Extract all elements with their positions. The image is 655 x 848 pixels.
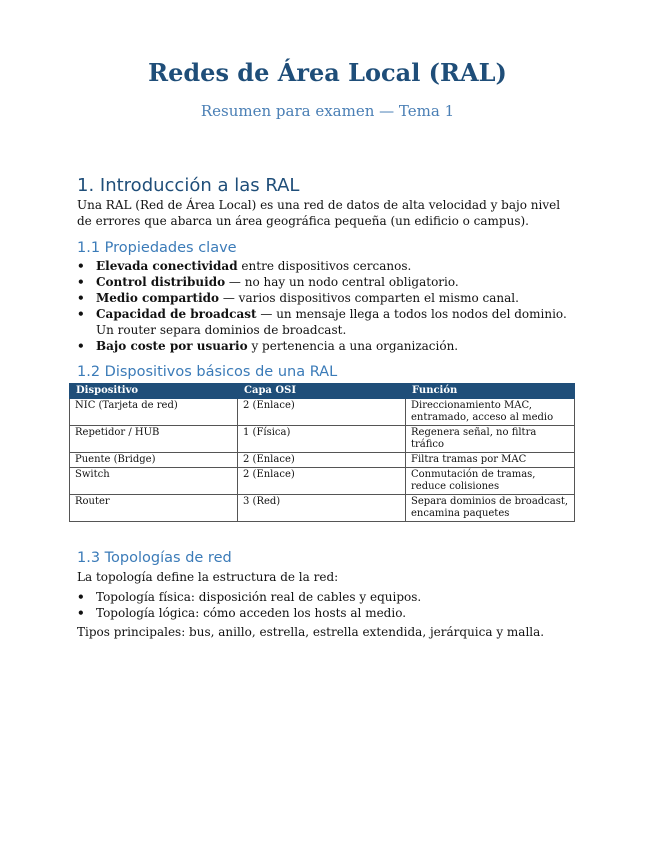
section-1-3-closing: Tipos principales: bus, anillo, estrella, estrella extendida, jerárquica y malla. bbox=[77, 625, 545, 639]
topology-text: Topología física: disposición real de cables y equipos. bbox=[96, 590, 422, 604]
bullet-icon: • bbox=[77, 291, 85, 305]
table-cell: 3 (Red) bbox=[238, 495, 406, 522]
section-1-heading: 1. Introducción a las RAL bbox=[77, 175, 300, 196]
property-text: — un mensaje llega a todos los nodos del dominio. Un router separa dominios de broadcast. bbox=[96, 307, 567, 337]
table-cell: Repetidor / HUB bbox=[70, 426, 238, 453]
table-cell: Switch bbox=[70, 468, 238, 495]
property-term: Bajo coste por usuario bbox=[96, 339, 248, 353]
property-term: Control distribuido bbox=[96, 275, 226, 289]
table-cell: NIC (Tarjeta de red) bbox=[70, 399, 238, 426]
list-item bbox=[77, 605, 587, 621]
table-row bbox=[70, 495, 575, 522]
document-subtitle: Resumen para examen — Tema 1 bbox=[200, 102, 455, 120]
list-item bbox=[77, 258, 587, 274]
property-text: entre dispositivos cercanos. bbox=[237, 259, 412, 273]
list-item bbox=[77, 306, 587, 338]
table-header-row bbox=[70, 384, 575, 399]
section-1-1-heading: 1.1 Propiedades clave bbox=[77, 240, 237, 256]
bullet-icon: • bbox=[77, 590, 85, 604]
property-text: — varios dispositivos comparten el mismo canal. bbox=[219, 291, 519, 305]
table-cell: Direccionamiento MAC, entramado, acceso al medio bbox=[406, 399, 575, 426]
list-item bbox=[77, 338, 587, 354]
section-1-3-intro: La topología define la estructura de la red: bbox=[77, 570, 339, 584]
bullet-icon: • bbox=[77, 339, 85, 353]
topologies-list bbox=[77, 589, 587, 621]
bullet-icon: • bbox=[77, 275, 85, 289]
table-cell: Puente (Bridge) bbox=[70, 453, 238, 468]
topology-text: Topología lógica: cómo acceden los hosts al medio. bbox=[96, 606, 407, 620]
column-header-function: Función bbox=[406, 384, 575, 399]
property-text: — no hay un nodo central obligatorio. bbox=[225, 275, 459, 289]
table-cell: Separa dominios de broadcast, encamina paquetes bbox=[406, 495, 575, 522]
property-term: Capacidad de broadcast bbox=[96, 307, 257, 321]
list-item bbox=[77, 290, 587, 306]
table-cell: Regenera señal, no filtra tráfico bbox=[406, 426, 575, 453]
section-1-intro: Una RAL (Red de Área Local) es una red de datos de alta velocidad y bajo nivel de errores que abarca un área geográfica pequeña (un edificio o campus). bbox=[77, 198, 561, 228]
table-cell: 1 (Física) bbox=[238, 426, 406, 453]
table-cell: 2 (Enlace) bbox=[238, 453, 406, 468]
table-row bbox=[70, 426, 575, 453]
properties-list bbox=[77, 258, 587, 354]
table-row bbox=[70, 453, 575, 468]
column-header-osi-layer: Capa OSI bbox=[238, 384, 406, 399]
column-header-device: Dispositivo bbox=[70, 384, 238, 399]
table-row bbox=[70, 399, 575, 426]
table-row bbox=[70, 468, 575, 495]
table-cell: Filtra tramas por MAC bbox=[406, 453, 575, 468]
property-term: Elevada conectividad bbox=[96, 259, 238, 273]
table-cell: 2 (Enlace) bbox=[238, 399, 406, 426]
devices-table bbox=[69, 383, 575, 522]
property-text: y pertenencia a una organización. bbox=[247, 339, 459, 353]
property-term: Medio compartido bbox=[96, 291, 220, 305]
document-title: Redes de Área Local (RAL) bbox=[148, 58, 507, 87]
table-cell: Conmutación de tramas, reduce colisiones bbox=[406, 468, 575, 495]
list-item bbox=[77, 589, 587, 605]
list-item bbox=[77, 274, 587, 290]
bullet-icon: • bbox=[77, 307, 85, 321]
bullet-icon: • bbox=[77, 259, 85, 273]
table-cell: Router bbox=[70, 495, 238, 522]
section-1-2-heading: 1.2 Dispositivos básicos de una RAL bbox=[77, 364, 338, 380]
bullet-icon: • bbox=[77, 606, 85, 620]
table-cell: 2 (Enlace) bbox=[238, 468, 406, 495]
section-1-3-heading: 1.3 Topologías de red bbox=[77, 550, 232, 566]
